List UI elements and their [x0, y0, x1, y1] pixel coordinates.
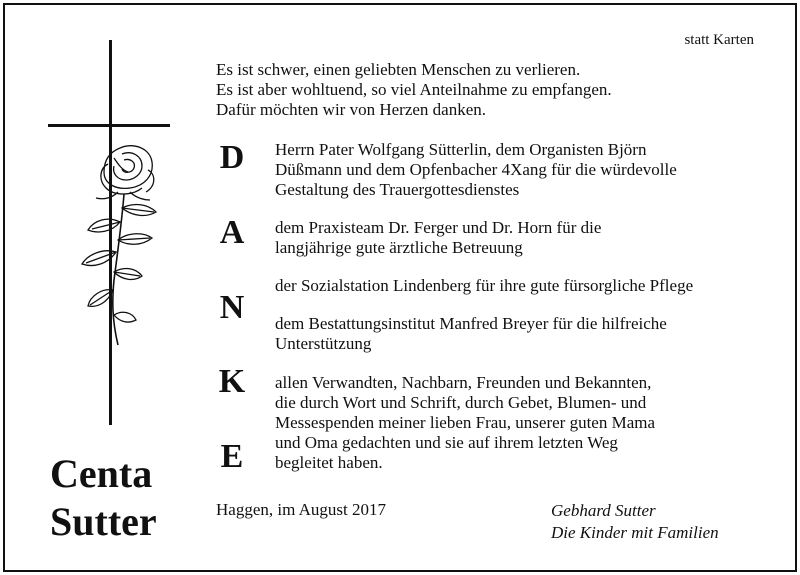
intro-line: Es ist schwer, einen geliebten Menschen zu verlieren. [216, 60, 581, 79]
danke-letter-a: A [219, 214, 245, 251]
signature-line: Gebhard Sutter [551, 501, 656, 520]
thanks-line: die durch Wort und Schrift, durch Gebet, Blumen- und [275, 393, 647, 412]
place-date: Haggen, im August 2017 [216, 500, 386, 519]
intro-line: Es ist aber wohltuend, so viel Anteilnahme zu empfangen. [216, 80, 612, 99]
danke-letter-k: K [218, 363, 246, 400]
rose-icon [78, 140, 168, 350]
thanks-entry [275, 276, 765, 296]
intro-line: Dafür möchten wir von Herzen danken. [216, 100, 487, 119]
thanks-line: Unterstützung [275, 334, 372, 353]
thanks-line: Düßmann und dem Opfenbacher 4Xang für die würdevolle [275, 160, 677, 179]
thanks-line: langjährige gute ärztliche Betreuung [275, 238, 523, 257]
deceased-name [50, 450, 157, 546]
thanks-line: begleitet haben. [275, 453, 383, 472]
cross-bar [48, 124, 170, 127]
thanks-line: und Oma gedachten und sie auf ihrem letzten Weg [275, 433, 618, 452]
signature-line: Die Kinder mit Familien [551, 523, 719, 542]
thanks-entry [275, 314, 765, 354]
thanks-line: der Sozialstation Lindenberg für ihre gute fürsorgliche Pflege [275, 276, 694, 295]
thanks-line: allen Verwandten, Nachbarn, Freunden und Bekannten, [275, 373, 652, 392]
thanks-line: Gestaltung des Trauergottesdienstes [275, 180, 520, 199]
thanks-line: Messespenden meiner lieben Frau, unserer guten Mama [275, 413, 656, 432]
first-name: Centa [50, 451, 153, 496]
last-name: Sutter [50, 499, 157, 544]
danke-letter-e: E [220, 438, 244, 475]
thanks-entry [275, 373, 765, 473]
danke-letter-n: N [219, 289, 245, 326]
danke-letter-d: D [219, 139, 245, 176]
thanks-entry [275, 218, 765, 258]
thanks-entry [275, 140, 765, 200]
thanks-line: Herrn Pater Wolfgang Sütterlin, dem Organisten Björn [275, 140, 647, 159]
statt-karten-label: statt Karten [684, 32, 754, 48]
thanks-line: dem Praxisteam Dr. Ferger und Dr. Horn für die [275, 218, 602, 237]
thanks-line: dem Bestattungsinstitut Manfred Breyer für die hilfreiche [275, 314, 667, 333]
signature [551, 500, 719, 544]
intro-text [216, 60, 716, 120]
